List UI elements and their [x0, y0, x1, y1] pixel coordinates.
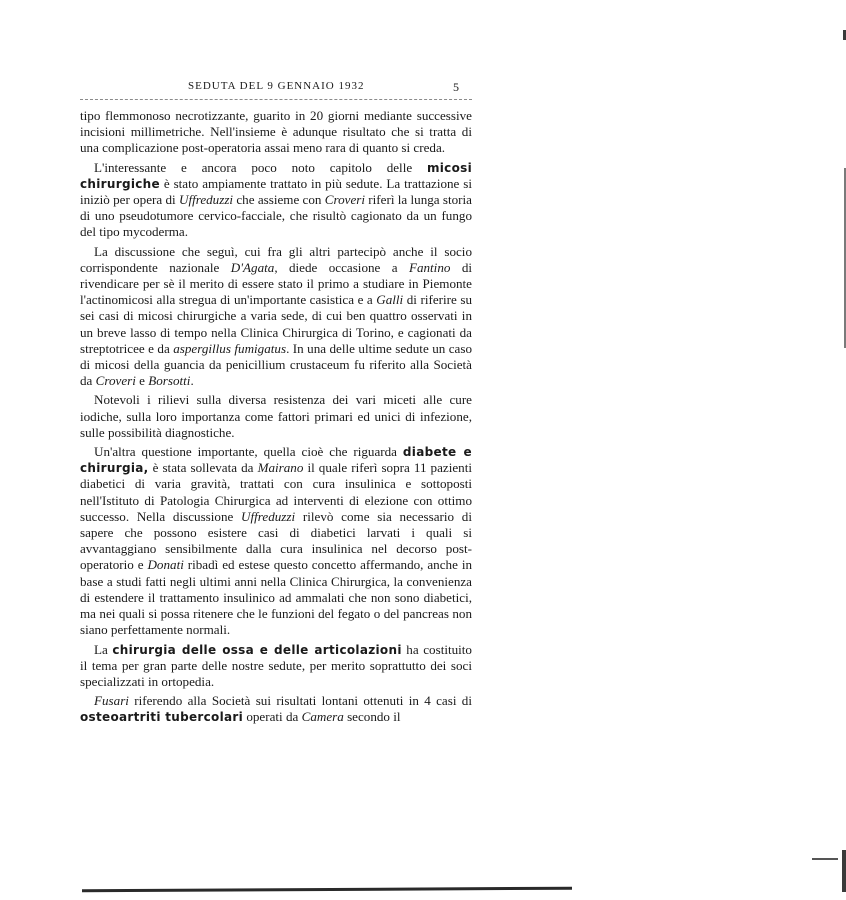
text-run: secondo il: [343, 709, 401, 725]
paragraph-p1: [80, 108, 472, 157]
text-run: riferendo alla Società sui risultati lontani ottenuti in 4 casi di: [128, 693, 472, 709]
author-name: Donati: [147, 557, 184, 573]
text-run: ribadì ed estese questo concetto affermando, anche in base a studi fatti negli ultimi anni nella Clinica Chirurgica, la convenienza di estendere il trattamento insulinico ad ammalati che non sono diabetici, ma nei quali si possa ritenere che le funzioni del fegato o del pancreas non siano perfettamente normali.: [80, 557, 472, 638]
text-run: La: [94, 641, 113, 657]
text-run: rilevò come sia necessario di sapere che possono esistere casi di diabetici larvati i quali si avvantaggiano sensibilmente dalla cura insulinica nel decorso post-operatorio e: [80, 508, 472, 573]
text-run: , diede occasione a: [274, 259, 409, 275]
text-run: .: [190, 373, 194, 389]
paragraph-p4: [80, 392, 472, 441]
text-run: tipo flemmonoso necrotizzante, guarito in 20 giorni mediante successive incisioni millimetriche. Nell'insieme è adunque risultato che si tratta di una complicazione post-operatoria assai meno rara di quanto si creda.: [80, 108, 472, 156]
running-header: [80, 80, 472, 96]
author-name: Borsotti: [148, 373, 191, 389]
text-run: e: [135, 373, 149, 389]
body-text: [80, 108, 472, 729]
text-run: L'interessante e ancora poco noto capitolo delle: [94, 159, 427, 175]
text-run: riferì la lunga storia di uno pseudotumore cervico-facciale, che risultò cagionato da un fungo del tipo mycoderma.: [80, 192, 472, 240]
text-run: Notevoli i rilievi sulla diversa resistenza dei vari miceti alle cure iodiche, sulla loro importanza come fattori primari ed unici di infezione, sulle possibilità diagnostiche.: [80, 392, 472, 440]
footer-rule: [82, 887, 572, 893]
author-name: Fusari: [94, 693, 129, 709]
text-run: di rivendicare per sè il merito di essere stato il primo a studiare in Piemonte l'actinomicosi alla stregua di un'importante casistica e a: [80, 259, 472, 308]
page-number: 5: [453, 80, 460, 94]
text-run: che assieme con: [233, 192, 325, 208]
text-run: operati da: [243, 709, 302, 725]
scan-edge-mark: [812, 858, 838, 860]
header-rule: [80, 99, 472, 100]
author-name: Galli: [376, 292, 404, 308]
bold-topic: diabete e chirurgia,: [80, 445, 473, 476]
bold-topic: osteoartriti tubercolari: [80, 710, 244, 725]
text-run: il quale riferì sopra 11 pazienti diabetici di varia gravità, trattati con cura insulinica e sottoposti nell'Istituto di Patologia Chirurgica ad interventi di elezione con ottimo successo. Nella discussione: [80, 460, 472, 524]
text-run: . In una delle ultime sedute un caso di micosi della guancia da penicillium crustaceum fu riferito alla Società da: [80, 340, 473, 389]
scan-edge-mark: [842, 850, 846, 892]
text-run: di riferire su sei casi di micosi chirurgiche a varia sede, di cui ben quattro osservati in un breve lasso di tempo nella Clinica Chirurgica di Torino, e cagionati da streptotricee e da: [80, 292, 472, 356]
text-run: è stato ampiamente trattato in più sedute. La trattazione si iniziò per opera di: [80, 175, 472, 208]
author-name: Camera: [301, 709, 344, 725]
text-run: Un'altra questione importante, quella cioè che riguarda: [94, 444, 403, 460]
author-name: Uffreduzzi: [241, 508, 296, 524]
paragraph-p3: [80, 244, 472, 390]
author-name: Uffreduzzi: [178, 192, 234, 208]
text-run: ha costituito il tema per gran parte delle nostre sedute, per merito soprattutto dei soci specializzati in ortopedia.: [80, 641, 472, 689]
author-name: Croveri: [95, 373, 136, 389]
text-run: La discussione che seguì, cui fra gli altri partecipò anche il socio corrispondente nazionale: [80, 243, 472, 275]
running-title: SEDUTA DEL 9 GENNAIO 1932: [188, 80, 365, 92]
author-name: D'Agata: [230, 259, 275, 275]
author-name: aspergillus fumigatus: [173, 340, 287, 356]
bold-topic: chirurgia delle ossa e delle articolazioni: [112, 642, 402, 657]
paragraph-p6: [80, 642, 472, 691]
author-name: Croveri: [324, 192, 366, 208]
paragraph-p2: [80, 160, 472, 241]
bold-topic: micosi chirurgiche: [80, 160, 472, 191]
text-run: è stata sollevata da: [148, 460, 258, 476]
paragraph-p5: [80, 444, 472, 638]
author-name: Mairano: [257, 460, 304, 476]
author-name: Fantino: [408, 259, 451, 275]
paragraph-p7: [80, 693, 472, 725]
